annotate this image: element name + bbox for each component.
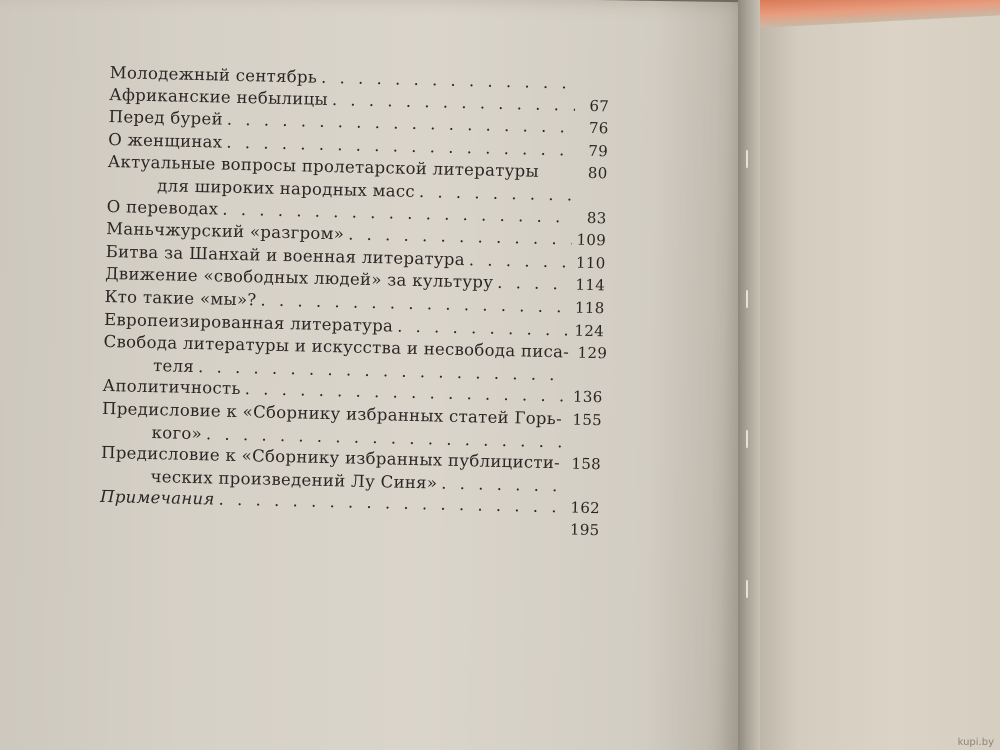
toc-entry-title: Европеизированная литература xyxy=(103,309,394,336)
toc-entry-title: Свобода литературы и искусства и несвобода писа- xyxy=(103,332,570,362)
right-page xyxy=(752,0,1000,750)
binding-stitch xyxy=(746,430,748,448)
toc-entry-page: 109 xyxy=(576,230,607,250)
toc-entry-page: 136 xyxy=(572,387,603,407)
toc-entry-page: 129 xyxy=(577,343,608,363)
toc-entry-title: кого» xyxy=(151,422,203,443)
toc-entry-page xyxy=(573,380,603,381)
toc-entry-page: 195 xyxy=(569,520,600,540)
toc-entry-page: 162 xyxy=(570,498,601,518)
table-of-contents xyxy=(99,62,609,542)
toc-leader-dots xyxy=(397,315,570,341)
toc-entry-page: 110 xyxy=(575,253,606,273)
toc-entry-title: Примечания xyxy=(99,487,215,509)
toc-entry-title: ческих произведений Лу Синя» xyxy=(150,466,438,493)
toc-entry-page xyxy=(571,447,601,448)
toc-entry-page: 158 xyxy=(571,454,602,474)
toc-entry-page xyxy=(580,89,610,90)
binding-stitch xyxy=(746,580,748,598)
toc-entry-title: О переводах xyxy=(106,196,219,219)
toc-entry-title: Предисловие к «Сборнику избранных публицисти- xyxy=(100,442,561,473)
toc-entry-title: Аполитичность xyxy=(102,376,241,399)
toc-entry-title: для широких народных масс xyxy=(156,176,416,201)
toc-entry-title: Молодежный сентябрь xyxy=(109,62,318,87)
toc-entry-title: Маньчжурский «разгром» xyxy=(106,219,345,244)
toc-entry-title: О женщинах xyxy=(108,129,223,152)
toc-entry-title: Актуальные вопросы пролетарской литературы xyxy=(107,152,540,182)
toc-entry-page: 67 xyxy=(589,96,610,115)
binding-stitch xyxy=(746,290,748,308)
toc-entry-page: 79 xyxy=(588,141,609,161)
binding-stitch xyxy=(746,150,748,168)
toc-entry-title: Предисловие к «Сборнику избранных статей Горь- xyxy=(101,398,563,429)
toc-leader-dots xyxy=(543,177,574,178)
toc-entry-title: Битва за Шанхай и военная литература xyxy=(105,241,466,269)
toc-leader-dots xyxy=(441,472,567,496)
toc-leader-dots xyxy=(469,249,572,273)
toc-entry-page: 118 xyxy=(574,298,605,318)
watermark: kupi.by xyxy=(957,737,994,748)
toc-entry-page xyxy=(577,201,607,202)
toc-entry-title: Африканские небылицы xyxy=(109,84,329,109)
toc-entry-title: Кто такие «мы»? xyxy=(104,286,257,310)
toc-entry-page: 114 xyxy=(575,275,606,295)
toc-entry-title: Перед бурей xyxy=(108,107,224,129)
toc-entry-page: 80 xyxy=(587,164,608,183)
toc-entry-page: 83 xyxy=(586,208,607,227)
toc-entry-title: теля xyxy=(152,355,195,376)
toc-entry-page: 76 xyxy=(588,119,609,138)
toc-entry-page: 124 xyxy=(574,321,605,340)
toc-entry-page xyxy=(570,491,600,492)
toc-entry-title: Движение «свободных людей» за культуру xyxy=(104,264,494,293)
toc-leader-dots xyxy=(497,272,571,295)
book-gutter xyxy=(738,0,760,750)
toc-entry-page: 155 xyxy=(572,410,603,430)
